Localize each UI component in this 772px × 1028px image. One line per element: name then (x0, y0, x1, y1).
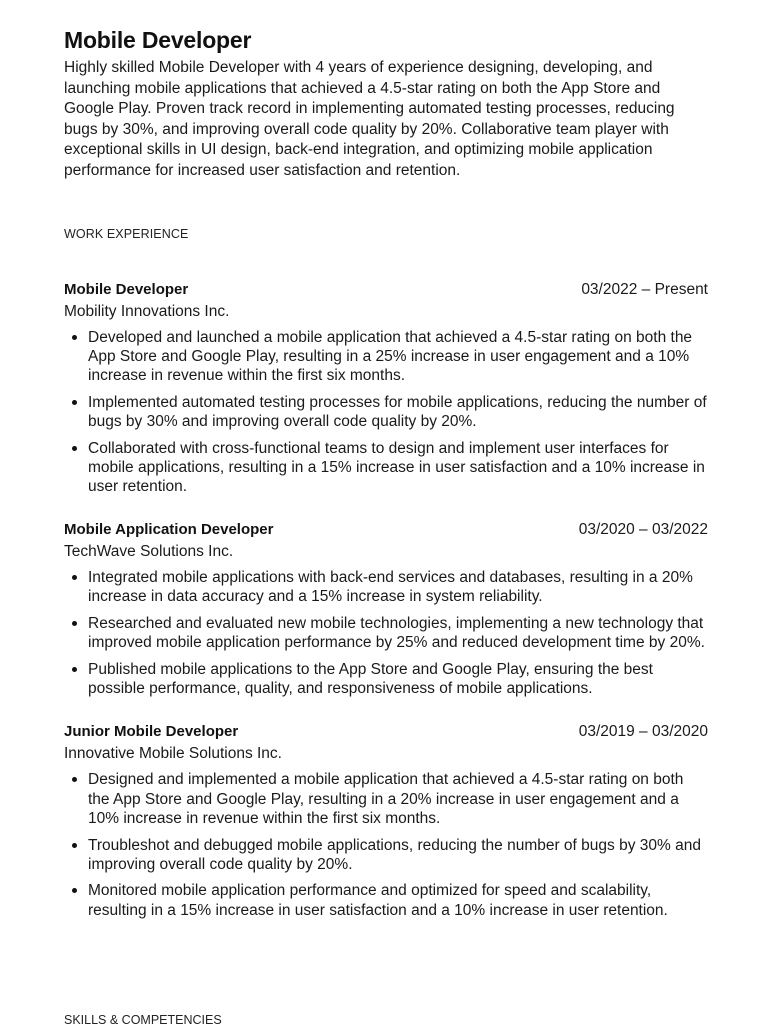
job-company: TechWave Solutions Inc. (64, 543, 234, 561)
bullet-dot-icon (72, 400, 77, 405)
resume-summary: Highly skilled Mobile Developer with 4 years of experience designing, developing, and launching mobile applications that achieved a 4.5-star rating on both the App Store and Google Play. Proven track record in implementing automated testing processes, reducing bugs by 30%, and improving overall code quality by 20%. Collaborative team player with exceptional skills in UI design, back-end integration, and optimizing mobile application performance for increased user satisfaction and retention. (64, 59, 675, 179)
list-item (64, 660, 708, 698)
list-item (64, 439, 708, 497)
list-item (64, 328, 708, 386)
list-item (64, 770, 708, 828)
job-role: Junior Mobile Developer (64, 723, 239, 741)
job-header (64, 720, 708, 744)
bullet-dot-icon (72, 335, 77, 340)
job-entry-1 (64, 278, 708, 497)
resume-page (64, 26, 708, 942)
bullet-text: Developed and launched a mobile application that achieved a 4.5-star rating on both the App Store and Google Play, resulting in a 25% increase in user engagement and a 10% increase in revenue within the first six months. (88, 328, 693, 384)
job-header (64, 518, 708, 542)
list-item (64, 614, 708, 652)
bullet-dot-icon (72, 667, 77, 672)
job-entry-3 (64, 720, 708, 919)
bullet-dot-icon (72, 777, 77, 782)
job-bullets (64, 328, 708, 497)
list-item (64, 393, 708, 431)
list-item (64, 568, 708, 606)
job-company: Mobility Innovations Inc. (64, 302, 230, 320)
bullet-text: Designed and implemented a mobile application that achieved a 4.5-star rating on both the App Store and Google Play, resulting in a 20% increase in user engagement and a 10% increase in revenue within the first six months. (88, 771, 684, 827)
skills-heading: SKILLS & COMPETENCIES (64, 1013, 222, 1027)
job-dates: 03/2019 – 03/2020 (578, 723, 708, 741)
bullet-dot-icon (72, 446, 77, 451)
job-company: Innovative Mobile Solutions Inc. (64, 745, 282, 763)
job-header (64, 278, 708, 302)
job-role: Mobile Developer (64, 280, 189, 298)
bullet-text: Troubleshot and debugged mobile applications, reducing the number of bugs by 30% and improving overall code quality by 20%. (88, 836, 701, 873)
bullet-dot-icon (72, 621, 77, 626)
job-bullets (64, 770, 708, 919)
job-dates: 03/2022 – Present (581, 280, 708, 298)
bullet-dot-icon (72, 888, 77, 893)
resume-title: Mobile Developer (64, 27, 252, 53)
job-role: Mobile Application Developer (64, 521, 274, 539)
list-item (64, 881, 708, 919)
bullet-text: Integrated mobile applications with back-end services and databases, resulting in a 20% increase in data accuracy and a 15% increase in system reliability. (88, 569, 693, 606)
bullet-text: Collaborated with cross-functional teams to design and implement user interfaces for mobile applications, resulting in a 15% increase in user satisfaction and a 10% increase in user retention. (88, 439, 705, 495)
bullet-dot-icon (72, 575, 77, 580)
bullet-text: Implemented automated testing processes for mobile applications, reducing the number of bugs by 30% and improving overall code quality by 20%. (88, 393, 707, 430)
bullet-dot-icon (72, 843, 77, 848)
job-dates: 03/2020 – 03/2022 (578, 521, 708, 539)
bullet-text: Published mobile applications to the App Store and Google Play, ensuring the best possible performance, quality, and responsiveness of mobile applications. (88, 661, 653, 698)
list-item (64, 836, 708, 874)
work-experience-list (64, 278, 708, 920)
job-entry-2 (64, 518, 708, 698)
bullet-text: Researched and evaluated new mobile technologies, implementing a new technology that improved mobile application performance by 25% and reduced development time by 20%. (88, 615, 705, 652)
job-bullets (64, 568, 708, 698)
bullet-text: Monitored mobile application performance and optimized for speed and scalability, resulting in a 15% increase in user satisfaction and a 10% increase in user retention. (88, 882, 668, 919)
work-experience-heading: WORK EXPERIENCE (64, 226, 189, 241)
